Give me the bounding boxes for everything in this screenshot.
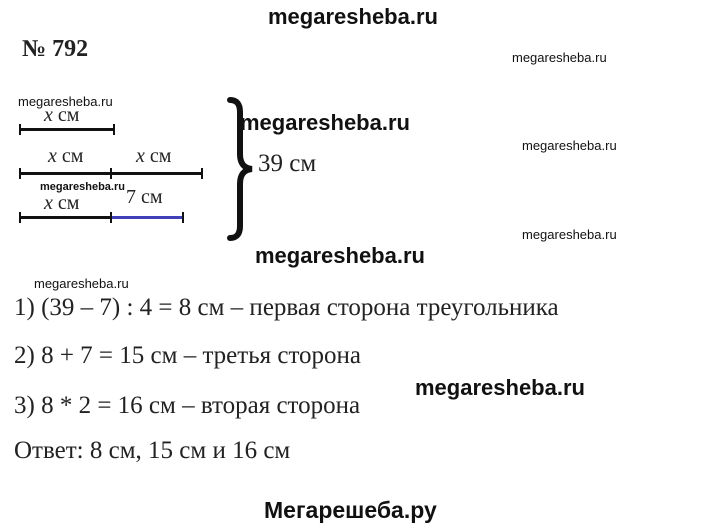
segment-tick [201,168,203,179]
watermark: megaresheba.ru [40,181,125,193]
segment-x [20,216,112,219]
watermark: megaresheba.ru [255,243,425,268]
segment-tick [113,124,115,135]
problem-number: № 792 [22,36,89,62]
segment-tick [19,168,21,179]
answer: Ответ: 8 см, 15 см и 16 см [14,437,291,464]
segment-tick [19,212,21,223]
segment-label-x: x см [136,145,172,167]
watermark: megaresheba.ru [34,276,129,291]
solution-step-1: 1) (39 – 7) : 4 = 8 см – первая сторона треугольника [14,294,559,321]
watermark: megaresheba.ru [522,138,617,153]
segment-label-x: x см [44,104,80,126]
watermark: megaresheba.ru [240,110,410,135]
segment-label-7: 7 см [126,186,163,208]
segment-tick [182,212,184,223]
solution-step-3: 3) 8 * 2 = 16 см – вторая сторона [14,392,361,419]
watermark: megaresheba.ru [415,375,585,400]
segment-label-x: x см [44,192,80,214]
watermark: megaresheba.ru [512,50,607,65]
segment-label-x: x см [48,145,84,167]
segment-tick [110,168,112,179]
curly-brace-icon [222,96,256,242]
segment-x [20,128,115,131]
segment-tick [110,212,112,223]
footer-watermark: Мегарешеба.ру [264,497,437,523]
segment-tick [19,124,21,135]
solution-step-2: 2) 8 + 7 = 15 см – третья сторона [14,342,362,369]
total-length: 39 см [258,150,317,177]
segment-plus-7 [112,216,184,219]
watermark: megaresheba.ru [522,227,617,242]
header-watermark: megaresheba.ru [268,4,438,29]
watermark: megaresheba.ru [18,94,113,109]
